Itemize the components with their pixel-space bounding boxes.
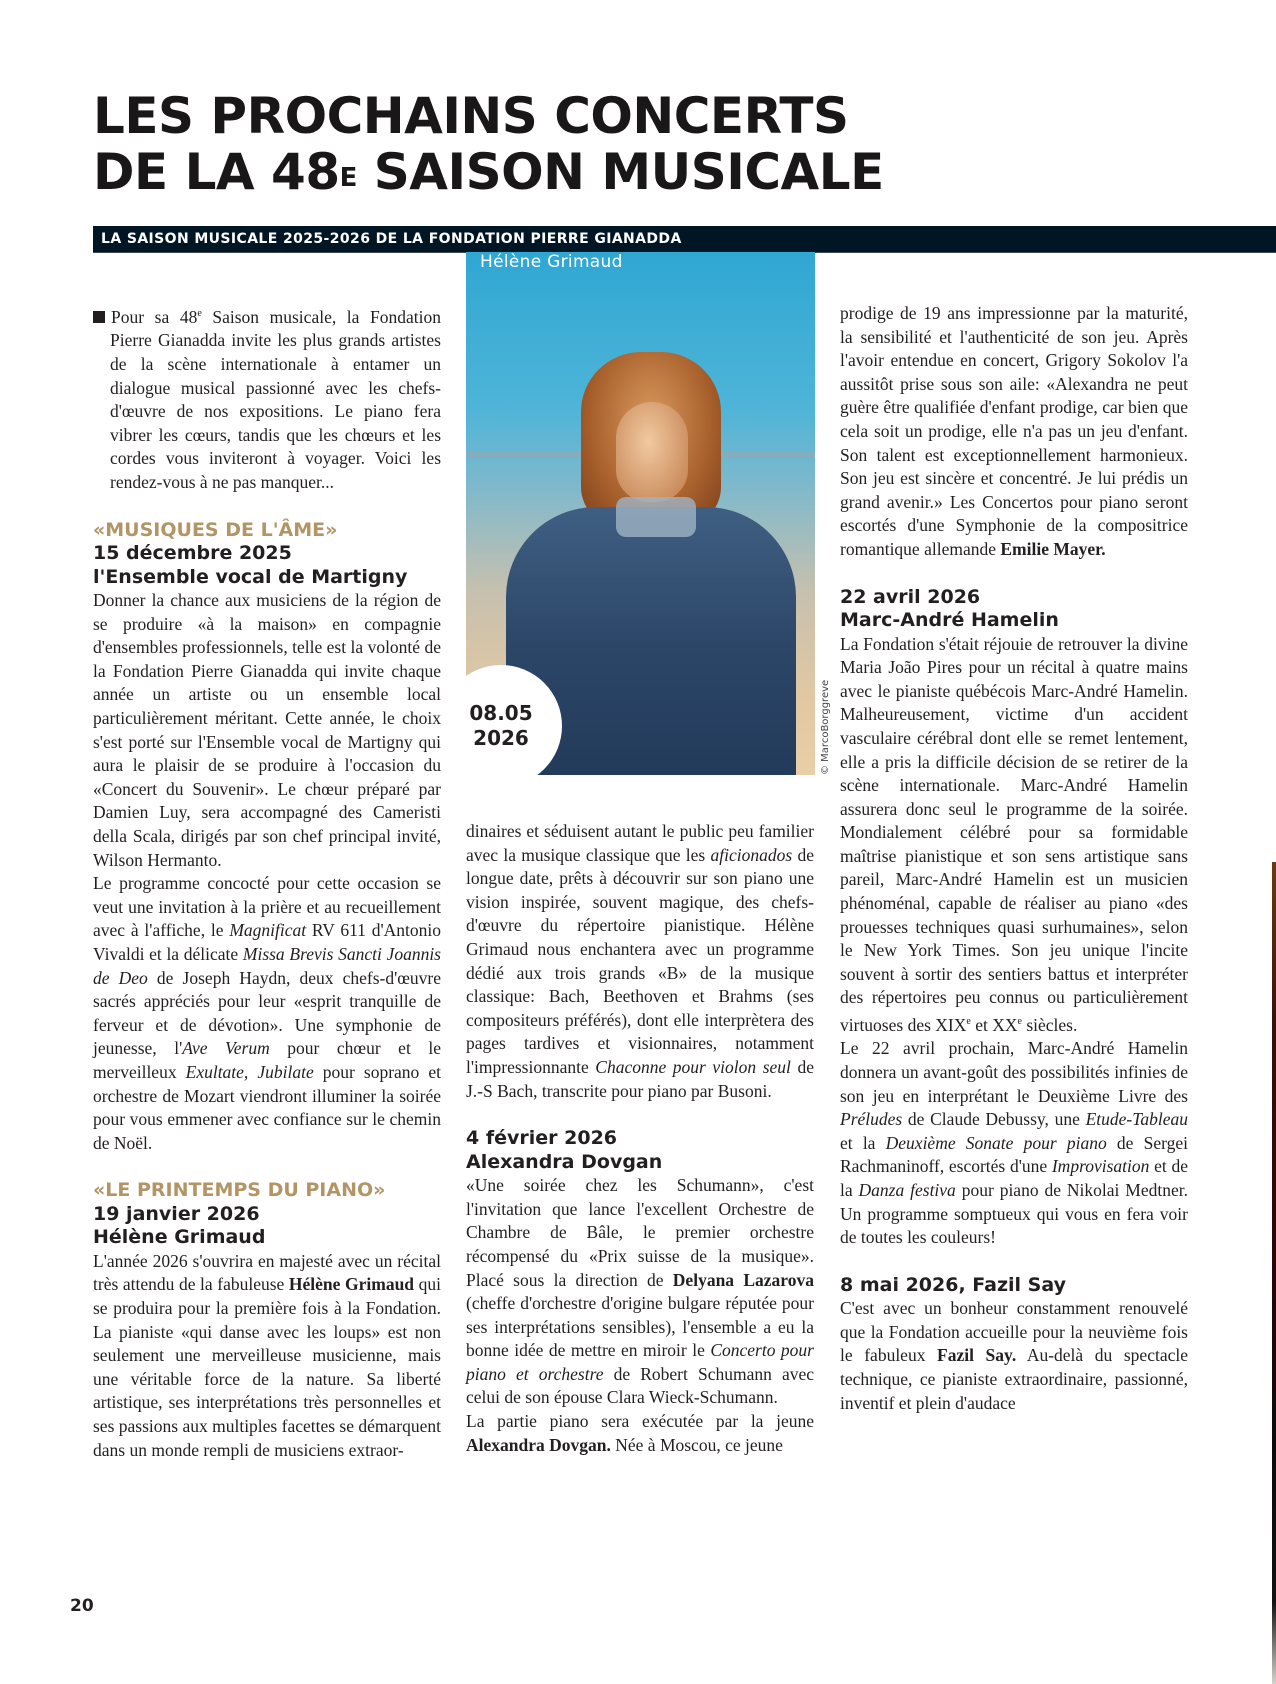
series-heading-printemps: «LE PRINTEMPS DU PIANO» (93, 1179, 386, 1202)
text: de J.-S Bach, transcrite pour piano par Busoni. (466, 1056, 814, 1101)
grimaud-paragraph-2 (466, 820, 814, 1103)
event-artist-dovgan: Alexandra Dovgan (466, 1150, 663, 1173)
title-line-2-start: DE LA 48 (93, 143, 340, 201)
banner-text: LA SAISON MUSICALE 2025-2026 DE LA FONDATION PIERRE GIANADDA (101, 231, 682, 247)
text: C'est avec un bonheur constamment renouvelé que la Fondation accueille pour la neuvième fois le fabuleux (840, 1298, 1188, 1366)
text: et XX (970, 1014, 1018, 1035)
conductor-name: Delyana Lazarova (672, 1269, 814, 1290)
superscript: e (1017, 1016, 1022, 1028)
work-title: Préludes (840, 1109, 903, 1130)
text: de Sergei Rachmaninoff, escortés d'une (840, 1132, 1188, 1177)
text: (cheffe d'orchestre d'origine bulgare réputée pour ses interprétations sensibles), l'ensemble a eu la bonne idée de mettre en miroir le (466, 1293, 814, 1361)
section-banner (93, 226, 1276, 253)
text: RV 611 d'Antonio Vivaldi et la délicate (93, 920, 442, 964)
work-title: Ave Verum (182, 1038, 270, 1059)
text: de Robert Schumann avec celui de son épouse Clara Wieck-Schumann. (466, 1363, 814, 1408)
text: de longue date, prêts à découvrir sur son piano une vision inspirée, souvent magique, des chefs-d'œuvre du répertoire pianistique. Hélène Grimaud nous enchantera avec un programme dédié aux trois grands «B» de la musique classique: Bach, Beethoven et Brahms (ses compositeurs préférés), dont elle interprètera des pages tardives et visionnaires, notamment l'impressionnante (466, 844, 814, 1077)
title-superscript: E (339, 163, 357, 193)
event-date-dovgan: 4 février 2026 (466, 1127, 618, 1150)
text: prodige de 19 ans impressionne par la maturité, la sensibilité et l'authenticité de son jeu. Après l'avoir entendue en concert, Grigory Sokolov l'a aussitôt prise sous son aile: «Alexandra ne peut guère être qualifiée d'enfant prodige, car bien que cela soit un prodige, elle n'a pas un jeu d'enfant. Son talent est exceptionnellement harmonieux. Son jeu est sincère et concentré. Je lui prédis un grand avenir.» Les Concertos pour piano seront escortés d'une Symphonie de la compositrice romantique allemande (840, 303, 1188, 559)
hamelin-paragraph-2 (840, 1037, 1188, 1249)
work-title: Danza festiva (858, 1180, 956, 1201)
spacer (93, 1155, 441, 1179)
work-title: Missa Brevis Sancti Joannis de Deo (93, 943, 441, 988)
hamelin-paragraph-1 (840, 633, 1188, 1038)
text: L'année 2026 s'ouvrira en majesté avec un récital très attendu de la fabuleuse (93, 1250, 441, 1295)
event-date-grimaud: 19 janvier 2026 (93, 1202, 260, 1225)
bullet-square-icon (93, 311, 105, 323)
work-title: Etude-Tableau (1085, 1109, 1188, 1130)
spacer (840, 562, 1188, 586)
column-right (840, 302, 1188, 1415)
badge-day-month: 08.05 (469, 701, 533, 725)
intro-text-start: Pour sa 48 (111, 306, 198, 327)
text: «Une soirée chez les Schumann», c'est l'invitation que lance l'excellent Orchestre de Chambre de Bâle, le premier orchestre récompensé du «Prix suisse de la musique». Placé sous la direction de (466, 1175, 814, 1290)
event-artist-ame: l'Ensemble vocal de Martigny (93, 565, 408, 588)
work-title: Concerto pour piano et orchestre (466, 1340, 814, 1384)
text: et de la (840, 1156, 1188, 1201)
title-line-1: LES PROCHAINS CONCERTS (93, 87, 849, 145)
text: La Fondation s'était réjouie de retrouver la divine Maria João Pires pour un récital à quatre mains avec le pianiste québécois Marc-André Hamelin. Malheureusement, victime d'un accident vasculaire cérébral dont elle se remet lentement, elle a pris la difficile décision de se retirer de la scène internationale. Marc-André Hamelin assurera donc seul le programme de la soirée. Mondialement célébré pour sa formidable maîtrise pianistique et son sens artistique sans pareil, Marc-André Hamelin est un musicien phénoménal, capable de réaliser au piano «des prouesses techniques quasi surhumaines», selon le New York Times. Son jeu unique l'incite souvent à sortir des sentiers battus et interpréter des répertoires peu connus ou particulièrement virtuoses des XIX (840, 633, 1188, 1035)
artist-name: Hélène Grimaud (288, 1274, 415, 1295)
text: dinaires et séduisent autant le public peu familier avec la musique classique que les (466, 821, 814, 865)
text: pour chœur et le merveilleux (93, 1038, 441, 1082)
event-date-ame: 15 décembre 2025 (93, 542, 292, 565)
text: de Claude Debussy, une (902, 1109, 1086, 1130)
adjacent-page-edge (1272, 862, 1276, 1684)
work-title: Exultate, Jubilate (185, 1061, 314, 1082)
dovgan-paragraph-1 (466, 1174, 814, 1410)
intro-superscript: e (197, 308, 202, 319)
ame-paragraph-2 (93, 872, 441, 1155)
text: et la (840, 1132, 886, 1153)
event-heading-say: 8 mai 2026, Fazil Say (840, 1273, 1066, 1296)
artist-name: Fazil Say. (937, 1345, 1017, 1366)
grimaud-paragraph-1 (93, 1250, 441, 1462)
say-paragraph-1 (840, 1297, 1188, 1415)
title-line-2 (93, 143, 884, 201)
spacer (466, 1103, 814, 1127)
text: Le 22 avril prochain, Marc-André Hamelin donnera un avant-goût des possibilités infinies de son jeu en interprétant le Deuxième Livre des (840, 1038, 1188, 1106)
event-date-hamelin: 22 avril 2026 (840, 585, 981, 608)
event-artist-grimaud: Hélène Grimaud (93, 1226, 266, 1249)
spacer (840, 1250, 1188, 1274)
page-title (93, 88, 884, 200)
title-line-2-end: SAISON MUSICALE (356, 143, 884, 201)
intro-paragraph (93, 302, 441, 495)
badge-year: 2026 (473, 726, 529, 750)
text: qui se produira pour la première fois à la Fondation. La pianiste «qui danse avec les loups» est non seulement une merveilleuse musicienne, mais une véritable force de la nature. Sa liberté artistique, ses interprétations très personnelles et ses passions aux multiples facettes se démarquent dans un monde rempli de musiciens extraor- (93, 1274, 441, 1460)
text: siècles. (1021, 1014, 1078, 1035)
column-middle (466, 820, 814, 1457)
work-title: Improvisation (1051, 1156, 1150, 1177)
photo-figure-collar (616, 497, 696, 537)
text: Née à Moscou, ce jeune (610, 1434, 783, 1455)
work-title: Magnificat (229, 920, 307, 941)
text: La partie piano sera exécutée par la jeune (466, 1411, 814, 1432)
artist-name: Alexandra Dovgan. (466, 1434, 611, 1455)
photo-caption: Hélène Grimaud (480, 252, 623, 272)
ame-paragraph-1: Donner la chance aux musiciens de la région de se produire «à la maison» en compagnie d'ensembles professionnels, telle est la volonté de la Fondation Pierre Gianadda qui invite chaque année un artiste ou un ensemble local particulièrement méritant. Cette année, le choix s'est porté sur l'Ensemble vocal de Martigny qui aura le plaisir de se produire à l'occasion du «Concert du Souvenir». Le chœur préparé par Damien Luy, sera accompagné des Cameristi della Scala, dirigés par son chef principal invité, Wilson Hermanto. (93, 590, 441, 870)
text: pour piano de Nikolai Medtner. Un programme somptueux qui vous en fera voir de toutes les couleurs! (840, 1180, 1188, 1248)
event-artist-hamelin: Marc-André Hamelin (840, 609, 1059, 632)
composer-name: Emilie Mayer. (1000, 538, 1106, 559)
page-number: 20 (70, 1596, 94, 1616)
text: de Joseph Haydn, deux chefs-d'œuvre sacrés appréciés pour leur «esprit tranquille de ferveur et de dévotion». Une symphonie de jeunesse, l' (93, 967, 441, 1059)
series-heading-ame: «MUSIQUES DE L'ÂME» (93, 518, 338, 541)
work-title: Deuxième Sonate pour piano (885, 1132, 1107, 1153)
superscript: e (966, 1016, 971, 1028)
photo-credit: © MarcoBorggreve (820, 679, 831, 775)
dovgan-paragraph-3 (840, 302, 1188, 562)
date-badge (440, 665, 562, 787)
text: Le programme concocté pour cette occasion se veut une invitation à la prière et au recueillement avec à l'affiche, le (93, 873, 441, 941)
text: pour soprano et orchestre de Mozart viendront illuminer la soirée pour vous emmener avec confiance sur le chemin de Noël. (93, 1061, 441, 1153)
column-left (93, 302, 441, 1462)
intro-text: Saison musicale, la Fondation Pierre Gianadda invite les plus grands artistes de la scène internationale à entamer un dialogue musical passionné avec les chefs-d'œuvre de nos expositions. Le piano fera vibrer les cœurs, tandis que les chœurs et les cordes vous inviteront à voyager. Voici les rendez-vous à ne pas manquer... (110, 306, 441, 492)
work-title: Chaconne pour violon seul (595, 1056, 791, 1077)
text: Au-delà du spectacle technique, ce pianiste extraordinaire, passionné, inventif et plein d'audace (840, 1345, 1188, 1413)
italic-term: aficionados (710, 844, 793, 865)
dovgan-paragraph-2 (466, 1410, 814, 1457)
photo-figure-face (616, 402, 688, 502)
spacer (93, 495, 441, 519)
